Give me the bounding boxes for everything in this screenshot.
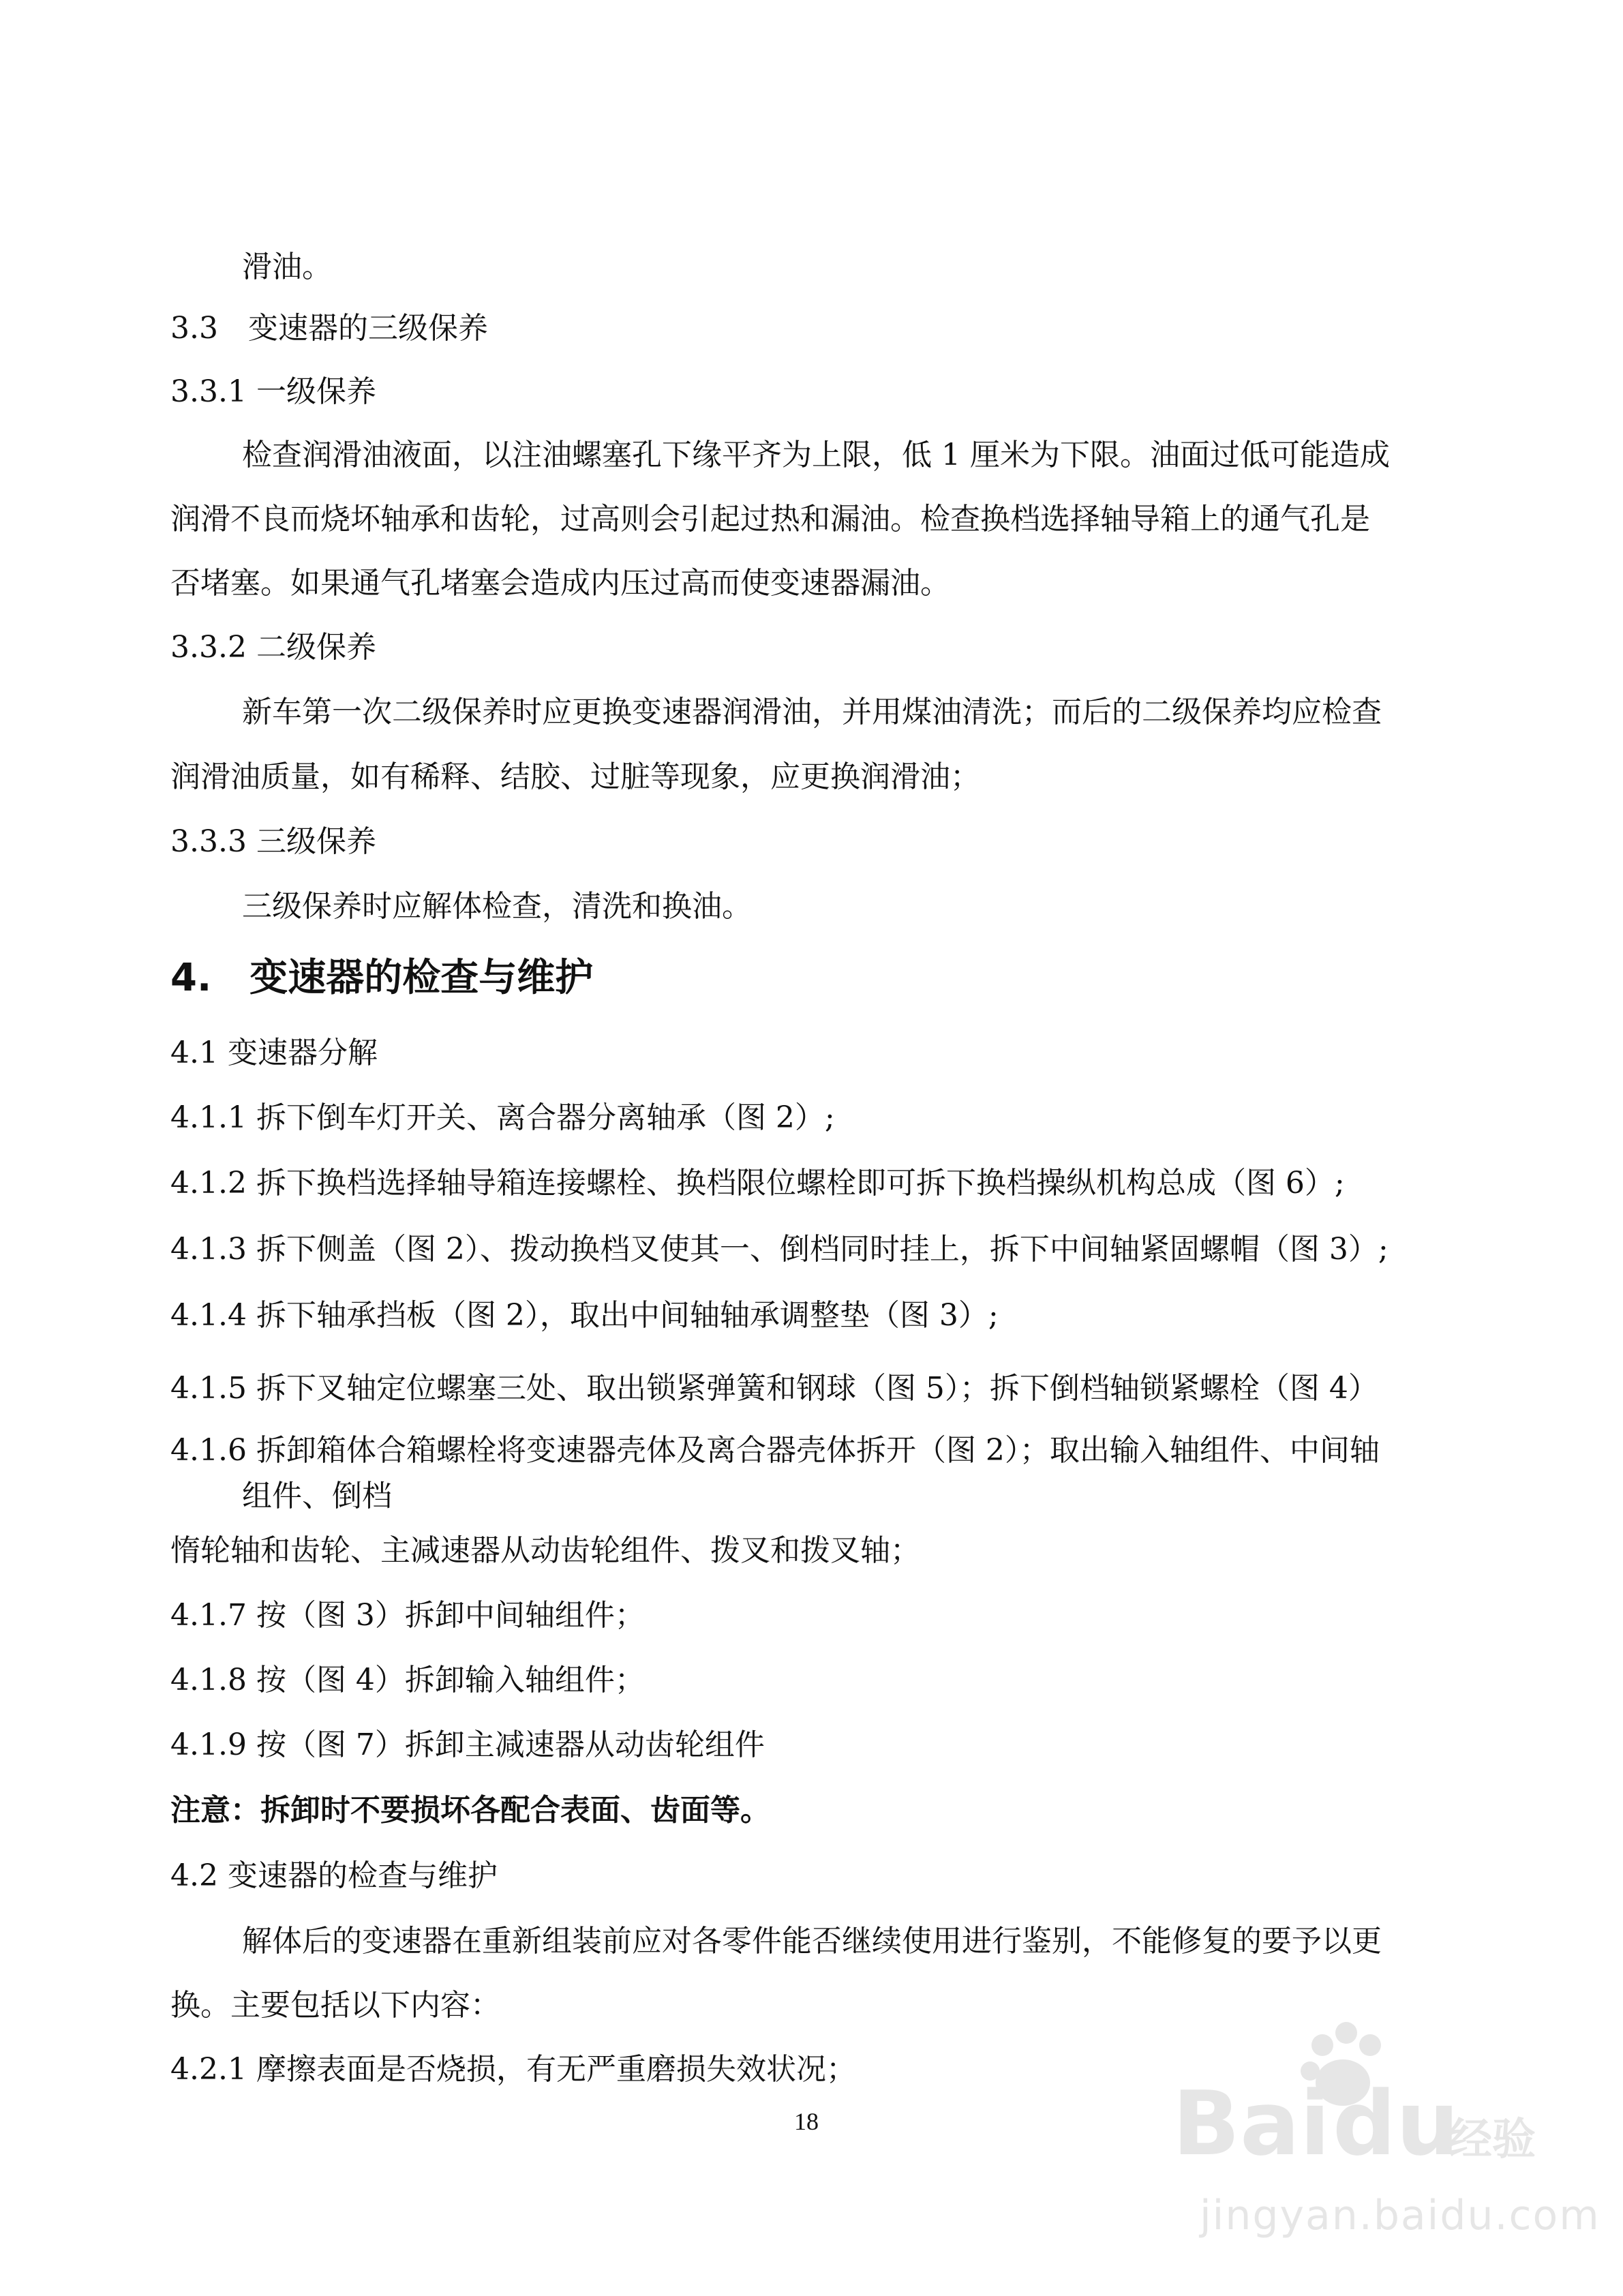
svg-text:Bai: Bai <box>1172 2072 1331 2175</box>
paragraph-line: 润滑不良而烧坏轴承和齿轮，过高则会引起过热和漏油。检查换档选择轴导箱上的通气孔是 <box>170 502 1370 537</box>
subsection-heading-3-3-1: 3.3.1 一级保养 <box>170 374 376 409</box>
chapter-heading-4: 4. 变速器的检查与维护 <box>170 956 594 1000</box>
page-number: 18 <box>794 2108 819 2135</box>
svg-text:经验: 经验 <box>1448 2115 1536 2165</box>
list-item: 4.1.9 按（图 7）拆卸主减速器从动齿轮组件 <box>170 1727 765 1762</box>
paragraph-line: 否堵塞。如果通气孔堵塞会造成内压过高而使变速器漏油。 <box>170 566 950 601</box>
svg-text:du: du <box>1333 2072 1459 2175</box>
paragraph-line: 解体后的变速器在重新组装前应对各零件能否继续使用进行鉴别，不能修复的要予以更 <box>242 1924 1382 1959</box>
list-item: 4.1.4 拆下轴承挡板（图 2），取出中间轴轴承调整垫（图 3）; <box>170 1298 999 1333</box>
paragraph-line: 润滑油质量，如有稀释、结胶、过脏等现象，应更换润滑油； <box>170 759 980 794</box>
list-item: 4.1.5 拆下叉轴定位螺塞三处、取出锁紧弹簧和钢球（图 5）；拆下倒档轴锁紧螺栓（图 4） <box>170 1371 1378 1406</box>
list-item: 4.1.8 按（图 4）拆卸输入轴组件； <box>170 1663 645 1697</box>
list-item: 4.1.7 按（图 3）拆卸中间轴组件； <box>170 1598 645 1633</box>
paragraph-line: 新车第一次二级保养时应更换变速器润滑油，并用煤油清洗；而后的二级保养均应检查 <box>242 695 1382 729</box>
section-heading-4-1: 4.1 变速器分解 <box>170 1036 378 1070</box>
section-heading-4-2: 4.2 变速器的检查与维护 <box>170 1858 498 1893</box>
list-item: 4.1.2 拆下换档选择轴导箱连接螺栓、换档限位螺栓即可拆下换档操纵机构总成（图 6）; <box>170 1166 1345 1200</box>
list-item: 4.1.6 拆卸箱体合箱螺栓将变速器壳体及离合器壳体拆开（图 2）；取出输入轴组件、中间轴 <box>170 1433 1380 1468</box>
paragraph-line: 检查润滑油液面，以注油螺塞孔下缘平齐为上限，低 1 厘米为下限。油面过低可能造成 <box>242 438 1390 472</box>
list-item: 4.1.1 拆下倒车灯开关、离合器分离轴承（图 2）; <box>170 1100 835 1135</box>
paragraph-line: 三级保养时应解体检查，清洗和换油。 <box>242 889 752 924</box>
subsection-heading-3-3-3: 3.3.3 三级保养 <box>170 824 376 859</box>
subsection-heading-3-3-2: 3.3.2 二级保养 <box>170 630 376 665</box>
list-item-continuation: 惰轮轴和齿轮、主减速器从动齿轮组件、拨叉和拨叉轴； <box>170 1533 920 1568</box>
warning-note: 注意：拆卸时不要损坏各配合表面、齿面等。 <box>170 1793 770 1828</box>
list-item: 4.2.1 摩擦表面是否烧损，有无严重磨损失效状况； <box>170 2052 856 2087</box>
baidu-watermark <box>1159 2018 1601 2243</box>
list-item-continuation: 组件、倒档 <box>242 1479 392 1513</box>
watermark-url: jingyan.baidu.com <box>1200 2192 1601 2239</box>
paragraph-continuation: 滑油。 <box>242 250 332 284</box>
section-heading-3-3: 3.3 变速器的三级保养 <box>170 311 488 346</box>
list-item: 4.1.3 拆下侧盖（图 2）、拨动换档叉使其一、倒档同时挂上，拆下中间轴紧固螺帽（图 3）; <box>170 1232 1389 1267</box>
baidu-jingyan-logo <box>1159 2018 1541 2181</box>
paragraph-line: 换。主要包括以下内容： <box>170 1988 500 2023</box>
